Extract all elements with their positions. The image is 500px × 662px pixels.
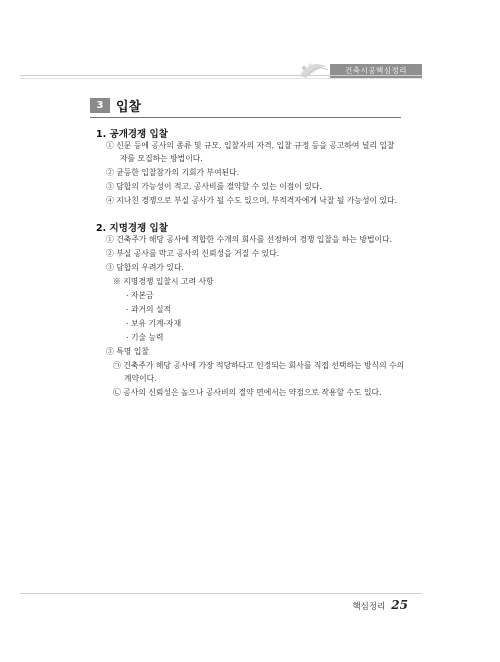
sub-list-item-continuation: 계약이다. [124,374,157,383]
subsection-title-nominated-bidding: 2. 지명경쟁 입찰 [96,223,168,234]
list-item: ③ 담합의 가능성이 적고, 공사비를 절약할 수 있는 이점이 있다. [106,182,322,191]
section-underline [90,117,401,118]
section-heading [90,97,141,113]
list-item: ③ 특명 입찰 [106,347,149,356]
list-item: ① 건축주가 해당 공사에 적합한 수개의 회사를 선정하여 경쟁 입찰을 하는 방법이다. [106,235,393,244]
list-item: ④ 지나친 경쟁으로 부실 공사가 될 수도 있으며, 부적격자에게 낙찰 될 가능성이 있다. [106,196,398,205]
sub-list-item: ㉡ 공사의 신뢰성은 높으나 공사비의 절약 면에서는 약점으로 작용할 수도 있다. [113,388,382,397]
section-title: 입찰 [116,99,142,115]
running-header-tag: 건축시공핵심정리 [330,64,422,78]
footer-rule [20,593,422,594]
header-rule [20,75,422,76]
page-footer [352,598,408,612]
bullet-item: · 자본금 [126,291,154,300]
footer-label: 핵심정리 [352,602,386,612]
list-item: ③ 담합의 우려가 있다. [106,263,184,272]
header-rule-secondary [20,78,422,79]
bullet-item: · 기술 능력 [126,333,164,342]
bullet-item: · 과거의 실적 [126,305,172,314]
bullet-item: · 보유 기계·자재 [126,319,182,328]
list-item: ② 균등한 입찰참가의 기회가 부여된다. [106,168,240,177]
note-heading: ※ 지명경쟁 입찰시 고려 사항 [113,277,214,286]
list-item: ① 신문 등에 공사의 종류 및 규모, 입찰자의 자격, 입찰 규정 등을 공고하여 널리 입찰 [106,141,395,150]
list-item: ② 부실 공사를 막고 공사의 신뢰성을 거질 수 있다. [106,249,280,258]
leaf-ornament-icon [296,58,332,80]
page-number: 25 [391,598,408,612]
subsection-title-open-bidding: 1. 공개경쟁 입찰 [96,129,168,140]
list-item-continuation: 자를 모집하는 방법이다. [120,154,203,163]
section-number-badge: 3 [90,98,110,113]
sub-list-item: ㉠ 건축주가 해당 공사에 가장 적당하다고 인정되는 회사를 직접 선택하는 방식의 수의 [113,361,405,370]
